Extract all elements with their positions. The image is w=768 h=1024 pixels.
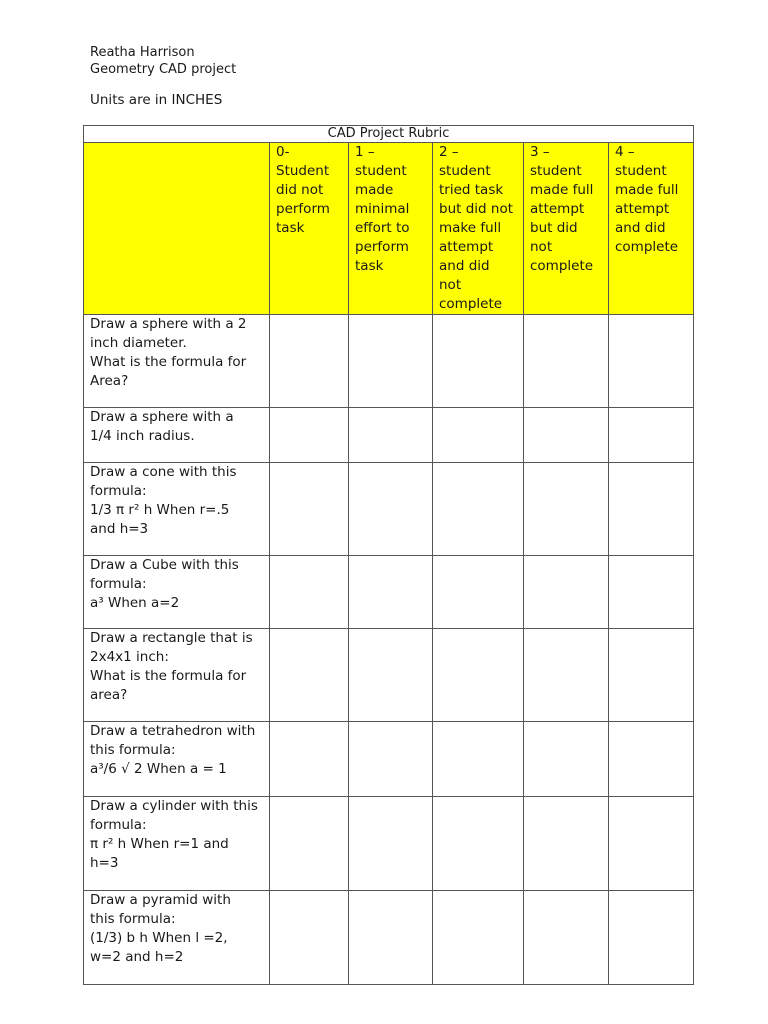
author-name: Reatha Harrison	[90, 45, 195, 60]
task-pyramid: Draw a pyramid with this formula: (1/3) b h When l =2, w=2 and h=2	[84, 891, 270, 985]
score-cell[interactable]	[524, 408, 609, 463]
score-cell[interactable]	[609, 463, 694, 556]
table-row	[84, 891, 694, 985]
score-cell[interactable]	[609, 797, 694, 891]
score-cell[interactable]	[433, 629, 524, 722]
units-note: Units are in INCHES	[90, 92, 223, 108]
score-cell[interactable]	[349, 315, 433, 408]
score-cell[interactable]	[349, 408, 433, 463]
score-cell[interactable]	[433, 408, 524, 463]
table-row	[84, 797, 694, 891]
score-cell[interactable]	[270, 556, 349, 629]
task-tetrahedron: Draw a tetrahedron with this formula: a³/6 √ 2 When a = 1	[84, 722, 270, 797]
table-row	[84, 629, 694, 722]
score-cell[interactable]	[270, 891, 349, 985]
score-cell[interactable]	[524, 315, 609, 408]
table-row	[84, 556, 694, 629]
score-cell[interactable]	[270, 629, 349, 722]
score-cell[interactable]	[433, 891, 524, 985]
score-cell[interactable]	[270, 797, 349, 891]
score-header-0: 0- Student did not perform task	[270, 143, 349, 315]
task-cone: Draw a cone with this formula: 1/3 π r² h When r=.5 and h=3	[84, 463, 270, 556]
score-cell[interactable]	[524, 891, 609, 985]
score-header-3: 3 – student made full attempt but did not complete	[524, 143, 609, 315]
project-title: Geometry CAD project	[90, 62, 237, 77]
score-cell[interactable]	[349, 629, 433, 722]
task-rectangle: Draw a rectangle that is 2x4x1 inch: What is the formula for area?	[84, 629, 270, 722]
score-cell[interactable]	[270, 463, 349, 556]
table-row	[84, 722, 694, 797]
score-cell[interactable]	[433, 797, 524, 891]
score-cell[interactable]	[524, 797, 609, 891]
score-header-row	[84, 143, 694, 315]
score-cell[interactable]	[609, 408, 694, 463]
score-header-4: 4 – student made full attempt and did complete	[609, 143, 694, 315]
table-row	[84, 315, 694, 408]
score-cell[interactable]	[349, 797, 433, 891]
score-cell[interactable]	[433, 463, 524, 556]
score-header-blank	[84, 143, 270, 315]
task-sphere-diameter: Draw a sphere with a 2 inch diameter. What is the formula for Area?	[84, 315, 270, 408]
task-sphere-radius: Draw a sphere with a 1/4 inch radius.	[84, 408, 270, 463]
score-cell[interactable]	[433, 722, 524, 797]
rubric-title-row	[84, 126, 694, 143]
score-cell[interactable]	[609, 891, 694, 985]
table-row	[84, 408, 694, 463]
score-cell[interactable]	[349, 556, 433, 629]
score-cell[interactable]	[349, 891, 433, 985]
score-cell[interactable]	[433, 315, 524, 408]
score-cell[interactable]	[609, 315, 694, 408]
document-header	[90, 44, 236, 78]
table-row	[84, 463, 694, 556]
score-header-1: 1 – student made minimal effort to perform task	[349, 143, 433, 315]
score-cell[interactable]	[609, 556, 694, 629]
task-cylinder: Draw a cylinder with this formula: π r² h When r=1 and h=3	[84, 797, 270, 891]
task-cube: Draw a Cube with this formula: a³ When a=2	[84, 556, 270, 629]
score-header-2: 2 – student tried task but did not make full attempt and did not complete	[433, 143, 524, 315]
score-cell[interactable]	[524, 556, 609, 629]
score-cell[interactable]	[349, 722, 433, 797]
score-cell[interactable]	[524, 722, 609, 797]
rubric-title: CAD Project Rubric	[84, 126, 694, 143]
rubric-table	[83, 125, 694, 985]
score-cell[interactable]	[433, 556, 524, 629]
score-cell[interactable]	[524, 463, 609, 556]
score-cell[interactable]	[349, 463, 433, 556]
score-cell[interactable]	[270, 315, 349, 408]
score-cell[interactable]	[609, 722, 694, 797]
score-cell[interactable]	[270, 408, 349, 463]
score-cell[interactable]	[609, 629, 694, 722]
score-cell[interactable]	[270, 722, 349, 797]
score-cell[interactable]	[524, 629, 609, 722]
